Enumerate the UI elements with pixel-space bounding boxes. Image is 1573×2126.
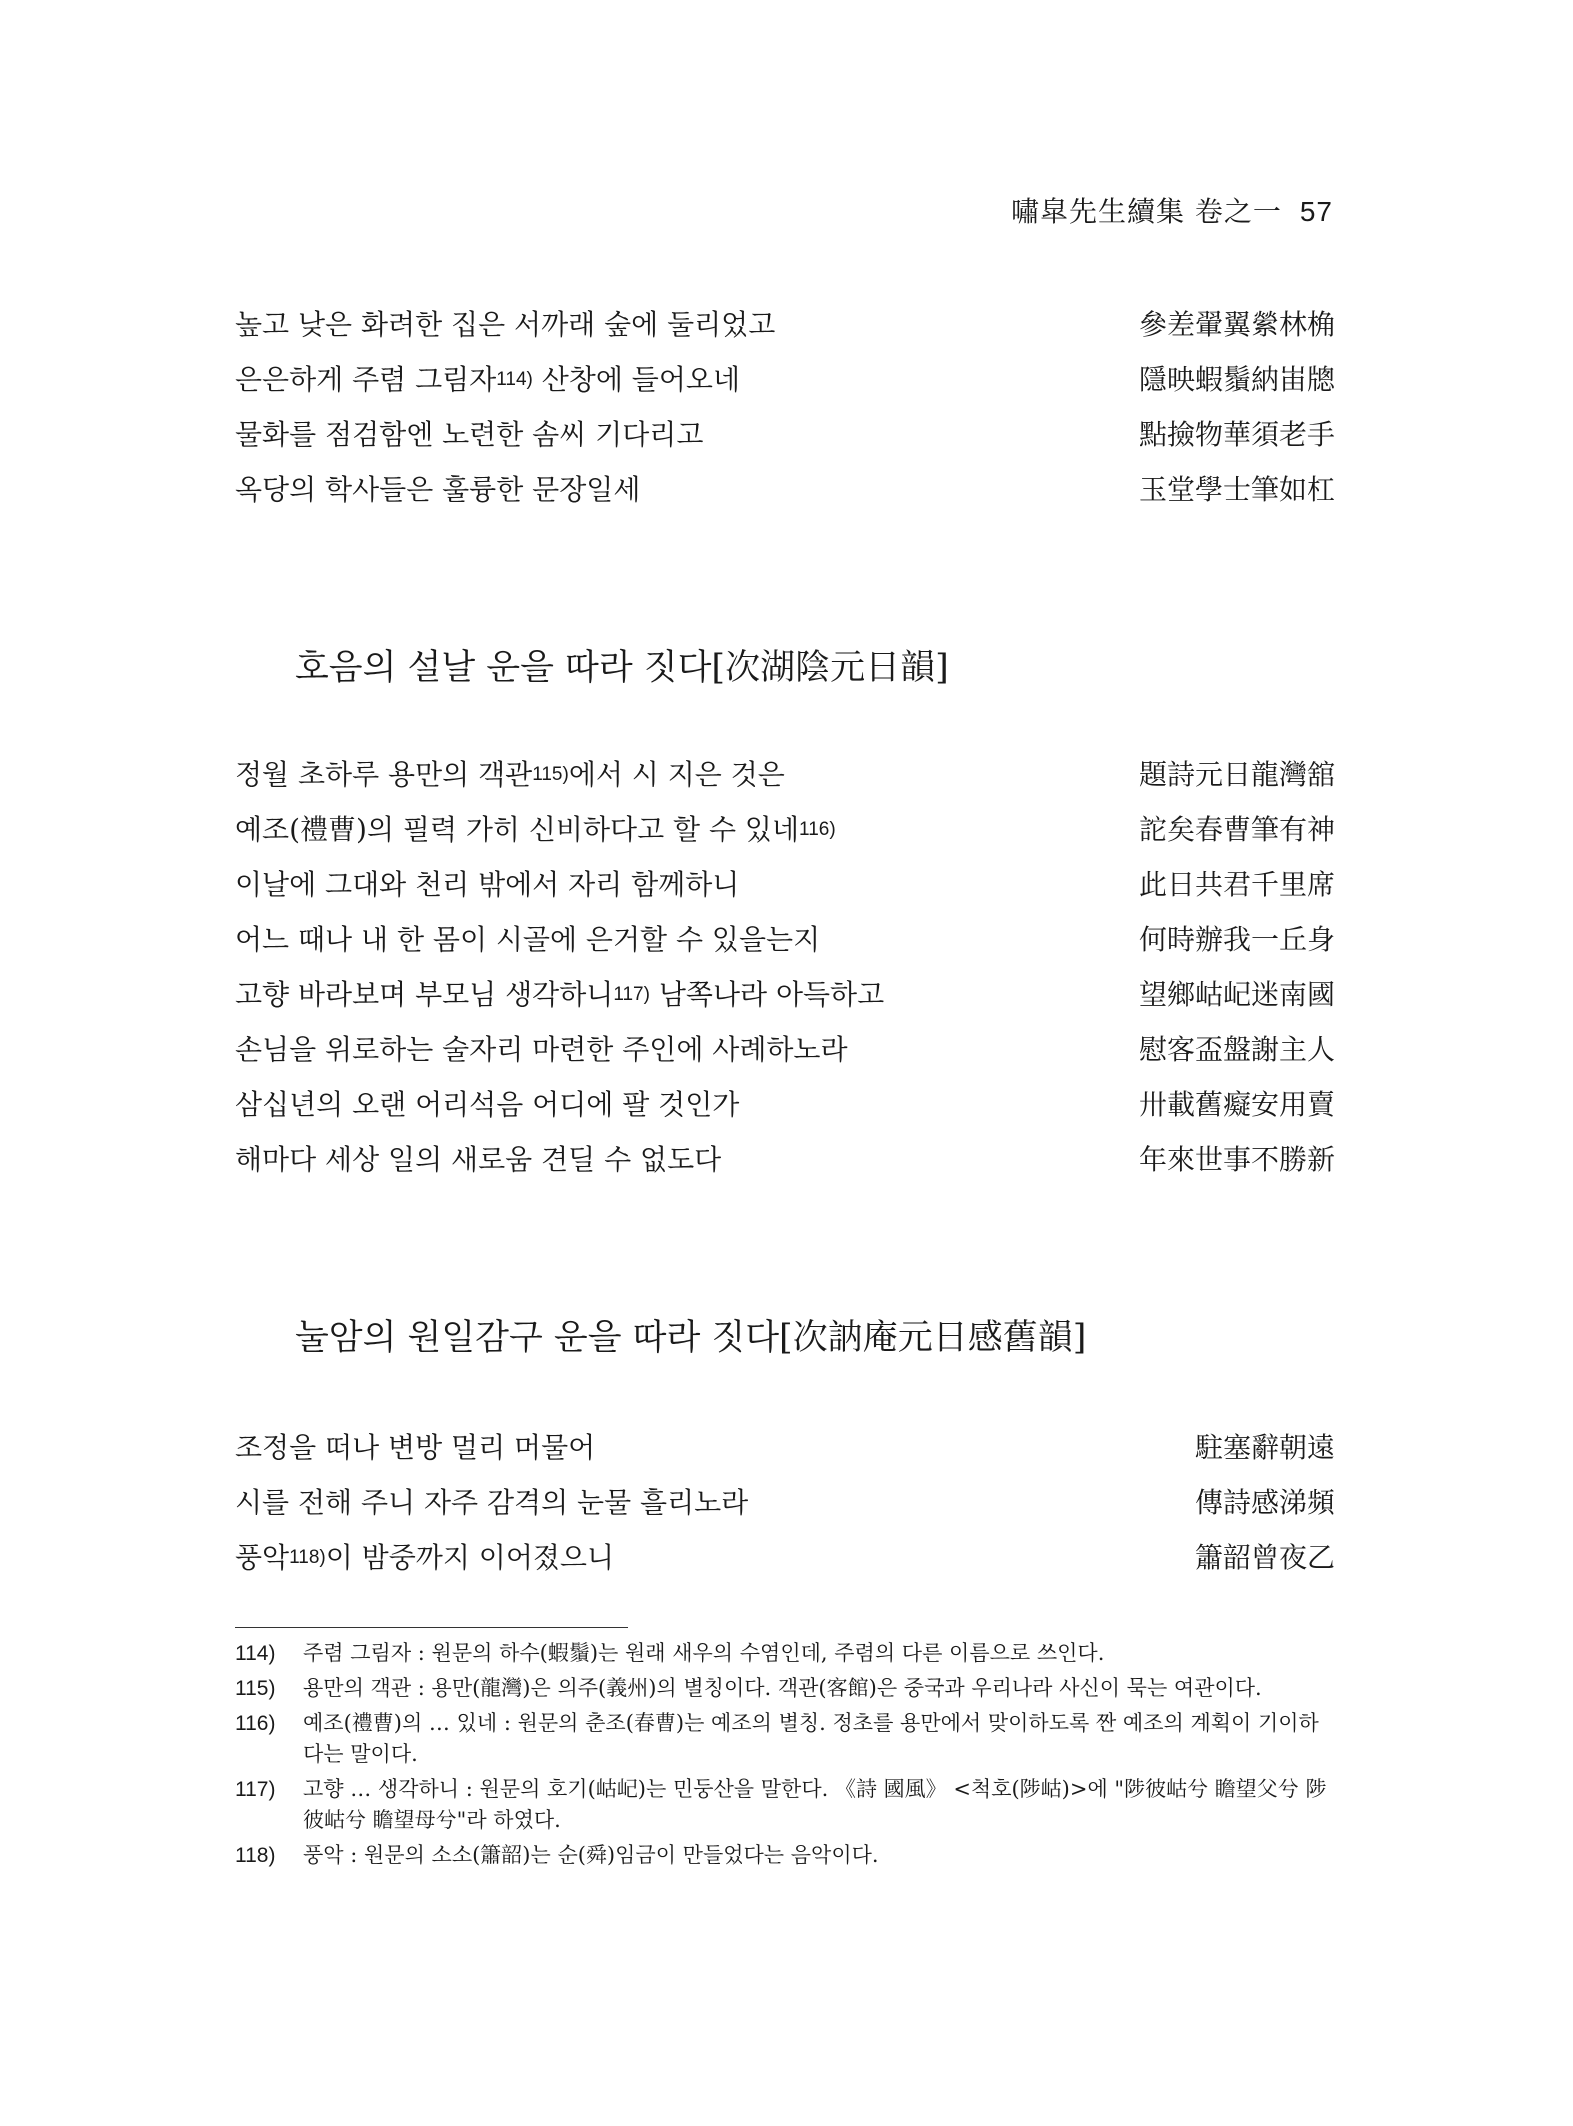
verse-part: 예조(禮曹)의 필력 가히 신비하다고 할 수 있네 (235, 813, 800, 846)
footnote-item (235, 1840, 1335, 1871)
hanja-verse: 參差翬翼縈林桷 (1138, 308, 1335, 341)
footnote-ref-116[interactable]: 116) (799, 819, 836, 840)
verse-part: 은은하게 주렴 그림자 (235, 363, 497, 396)
hanja-verse: 此日共君千里席 (1138, 868, 1335, 901)
hanja-verse: 望鄉岵屺迷南國 (1138, 978, 1335, 1011)
hanja-verse: 卅載舊癡安用賣 (1138, 1088, 1335, 1121)
korean-verse (235, 810, 836, 850)
footnote-ref-118[interactable]: 118) (289, 1547, 326, 1568)
header-title: 嘯皐先生續集 卷之一 (1010, 195, 1282, 228)
poem-line (235, 975, 1335, 1030)
footnote-divider (235, 1627, 628, 1628)
korean-verse (235, 1538, 614, 1578)
footnote-text: 주렴 그림자 : 원문의 하수(蝦鬚)는 원래 새우의 수염인데, 주렴의 다른 이름으로 쓰인다. (303, 1641, 1105, 1665)
poem-2-title: 호음의 설날 운을 따라 짓다[次湖陰元日韻] (295, 648, 949, 688)
poem-line (235, 1538, 1335, 1593)
footnote-text: 예조(禮曹)의 … 있네 : 원문의 춘조(春曹)는 예조의 별칭. 정초를 용만에서 맞이하도록 짠 예조의 계획이 기이하다는 말이다. (303, 1711, 1319, 1766)
poem-line (235, 755, 1335, 810)
korean-verse: 어느 때나 내 한 몸이 시골에 은거할 수 있을는지 (235, 923, 821, 956)
korean-verse: 시를 전해 주니 자주 감격의 눈물 흘리노라 (235, 1486, 749, 1519)
footnote-ref-117[interactable]: 117) (613, 984, 650, 1005)
poem-line (235, 865, 1335, 920)
page-number: 57 (1299, 196, 1333, 227)
hanja-verse: 題詩元日龍灣舘 (1138, 758, 1335, 791)
footnote-item (235, 1774, 1335, 1836)
hanja-verse: 傳詩感涕頻 (1194, 1486, 1335, 1519)
poem-1 (235, 305, 1335, 525)
footnote-item (235, 1673, 1335, 1704)
footnote-ref-114[interactable]: 114) (496, 369, 533, 390)
footnote-item (235, 1708, 1335, 1770)
footnote-ref-115[interactable]: 115) (532, 764, 569, 785)
poem-line (235, 1140, 1335, 1195)
hanja-verse: 年來世事不勝新 (1138, 1143, 1335, 1176)
hanja-verse: 駐塞辭朝遠 (1194, 1431, 1335, 1464)
korean-verse: 옥당의 학사들은 훌륭한 문장일세 (235, 473, 641, 506)
poem-line (235, 1085, 1335, 1140)
poem-2 (235, 755, 1335, 1195)
verse-part: 남쪽나라 아득하고 (649, 978, 885, 1011)
hanja-verse: 隱映蝦鬚納峀牕 (1138, 363, 1335, 396)
footnote-text: 고향 … 생각하니 : 원문의 호기(岵屺)는 민둥산을 말한다. 《詩 國風》 <척호(陟岵)>에 "陟彼岵兮 瞻望父兮 陟彼岵兮 瞻望母兮"라 하였다. (303, 1777, 1327, 1832)
korean-verse: 이날에 그대와 천리 밖에서 자리 함께하니 (235, 868, 740, 901)
footnote-text: 용만의 객관 : 용만(龍灣)은 의주(義州)의 별칭이다. 객관(客館)은 중국과 우리나라 사신이 묵는 여관이다. (303, 1676, 1262, 1700)
poem-line (235, 360, 1335, 415)
footnote-number: 115) (235, 1677, 276, 1700)
verse-part: 정월 초하루 용만의 객관 (235, 758, 533, 791)
hanja-verse: 何時辦我一丘身 (1138, 923, 1335, 956)
hanja-verse: 簫韶曾夜乙 (1194, 1541, 1335, 1574)
poem-line (235, 1030, 1335, 1085)
verse-part: 풍악 (235, 1541, 290, 1574)
korean-verse: 조정을 떠나 변방 멀리 머물어 (235, 1431, 596, 1464)
poem-3 (235, 1428, 1335, 1593)
hanja-verse: 慰客盃盤謝主人 (1138, 1033, 1335, 1066)
footnote-text: 풍악 : 원문의 소소(簫韶)는 순(舜)임금이 만들었다는 음악이다. (303, 1843, 879, 1867)
korean-verse: 해마다 세상 일의 새로움 견딜 수 없도다 (235, 1143, 722, 1176)
poem-line (235, 305, 1335, 360)
verse-part: 산창에 들어오네 (532, 363, 740, 396)
verse-part: 고향 바라보며 부모님 생각하니 (235, 978, 614, 1011)
korean-verse (235, 975, 884, 1015)
poem-line (235, 920, 1335, 975)
korean-verse (235, 360, 740, 400)
footnote-number: 114) (235, 1642, 276, 1665)
running-header (1011, 190, 1333, 230)
footnote-number: 116) (235, 1712, 276, 1735)
poem-line (235, 1483, 1335, 1538)
footnotes (235, 1638, 1335, 1875)
footnote-item (235, 1638, 1335, 1669)
korean-verse: 높고 낮은 화려한 집은 서까래 숲에 둘리었고 (235, 308, 776, 341)
hanja-verse: 詑矣春曹筆有神 (1138, 813, 1335, 846)
korean-verse (235, 755, 785, 795)
poem-line (235, 470, 1335, 525)
poem-line (235, 810, 1335, 865)
hanja-verse: 玉堂學士筆如杠 (1138, 473, 1335, 506)
korean-verse: 물화를 점검함엔 노련한 솜씨 기다리고 (235, 418, 704, 451)
verse-part: 에서 시 지은 것은 (568, 758, 785, 791)
footnote-number: 117) (235, 1778, 276, 1801)
poem-3-title: 눌암의 원일감구 운을 따라 짓다[次訥庵元日感舊韻] (295, 1318, 1087, 1358)
korean-verse: 삼십년의 오랜 어리석음 어디에 팔 것인가 (235, 1088, 740, 1121)
korean-verse: 손님을 위로하는 술자리 마련한 주인에 사례하노라 (235, 1033, 848, 1066)
footnote-number: 118) (235, 1844, 276, 1867)
poem-line (235, 415, 1335, 470)
poem-line (235, 1428, 1335, 1483)
verse-part: 이 밤중까지 이어졌으니 (325, 1541, 615, 1574)
hanja-verse: 點撿物華須老手 (1138, 418, 1335, 451)
